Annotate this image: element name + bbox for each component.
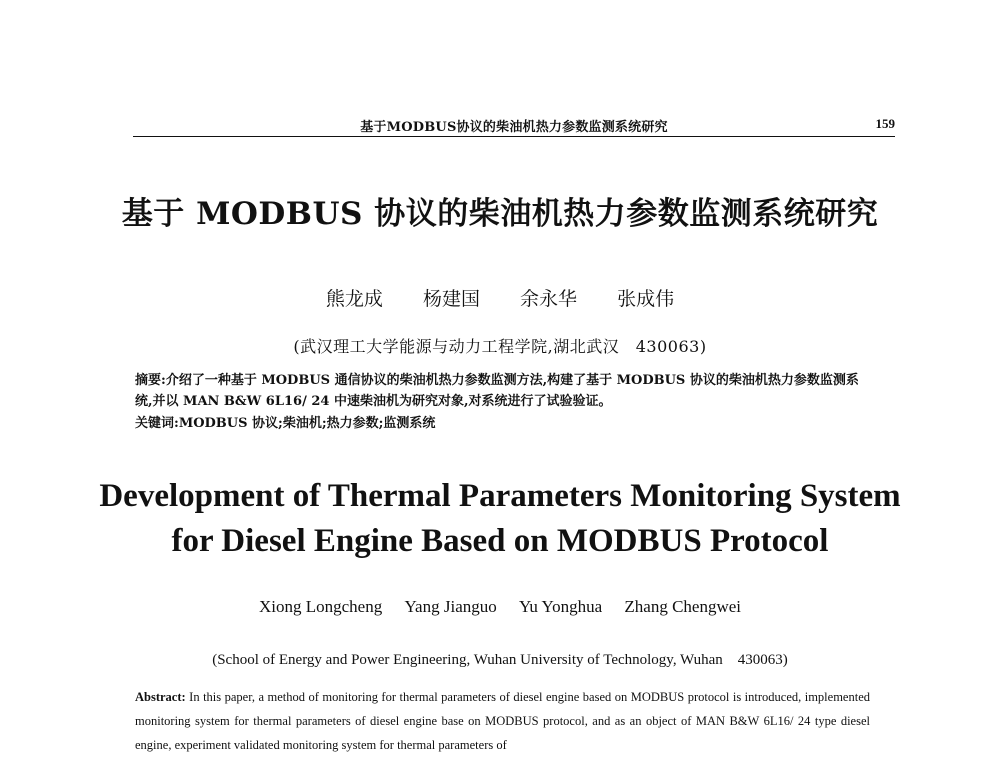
chinese-author: 余永华 — [520, 288, 578, 310]
english-title-line: Development of Thermal Parameters Monitoring System — [99, 478, 901, 514]
english-abstract-text: In this paper, a method of monitoring for thermal parameters of diesel engine based on MODBUS protocol is introduced, implemented monitoring system for thermal parameters of diesel engine base on MODBUS protocol, and as an object of MAN B&W 6L16/ 24 type diesel engine, experiment validated monitoring system for thermal parameters of — [135, 690, 870, 752]
chinese-author: 张成伟 — [617, 288, 675, 310]
page-number: 159 — [875, 116, 895, 131]
chinese-authors — [0, 284, 1000, 311]
chinese-keywords-label: 关键词: — [135, 416, 179, 431]
running-title: 基于MODBUS协议的柴油机热力参数监测系统研究 — [360, 120, 668, 135]
chinese-abstract-text: 介绍了一种基于 MODBUS 通信协议的柴油机热力参数监测方法,构建了基于 MODBUS 协议的柴油机热力参数监测系统,并以 MAN B&W 6L16/ 24 中速柴油机为研究对象,对系统进行了试验验证。 — [135, 373, 859, 409]
chinese-keywords — [135, 413, 875, 434]
chinese-title: 基于 MODBUS 协议的柴油机热力参数监测系统研究 — [121, 196, 879, 232]
english-affiliation: (School of Energy and Power Engineering, Wuhan University of Technology, Wuhan 430063) — [212, 652, 788, 668]
english-author: Yang Jianguo — [404, 597, 497, 616]
english-title — [0, 474, 1000, 564]
chinese-affiliation: (武汉理工大学能源与动力工程学院,湖北武汉 430063) — [293, 337, 707, 356]
english-author: Zhang Chengwei — [624, 597, 741, 616]
chinese-author: 杨建国 — [422, 288, 480, 310]
chinese-abstract — [135, 370, 875, 412]
chinese-keywords-text: MODBUS 协议;柴油机;热力参数;监测系统 — [178, 416, 436, 431]
english-author: Xiong Longcheng — [259, 597, 383, 616]
english-authors — [0, 597, 1000, 617]
english-abstract-label: Abstract: — [135, 690, 186, 704]
english-abstract — [135, 685, 870, 757]
running-header — [133, 112, 895, 137]
chinese-author: 熊龙成 — [325, 288, 383, 310]
english-author: Yu Yonghua — [519, 597, 603, 616]
english-title-line: for Diesel Engine Based on MODBUS Protocol — [171, 523, 829, 559]
chinese-abstract-label: 摘要: — [135, 373, 166, 388]
